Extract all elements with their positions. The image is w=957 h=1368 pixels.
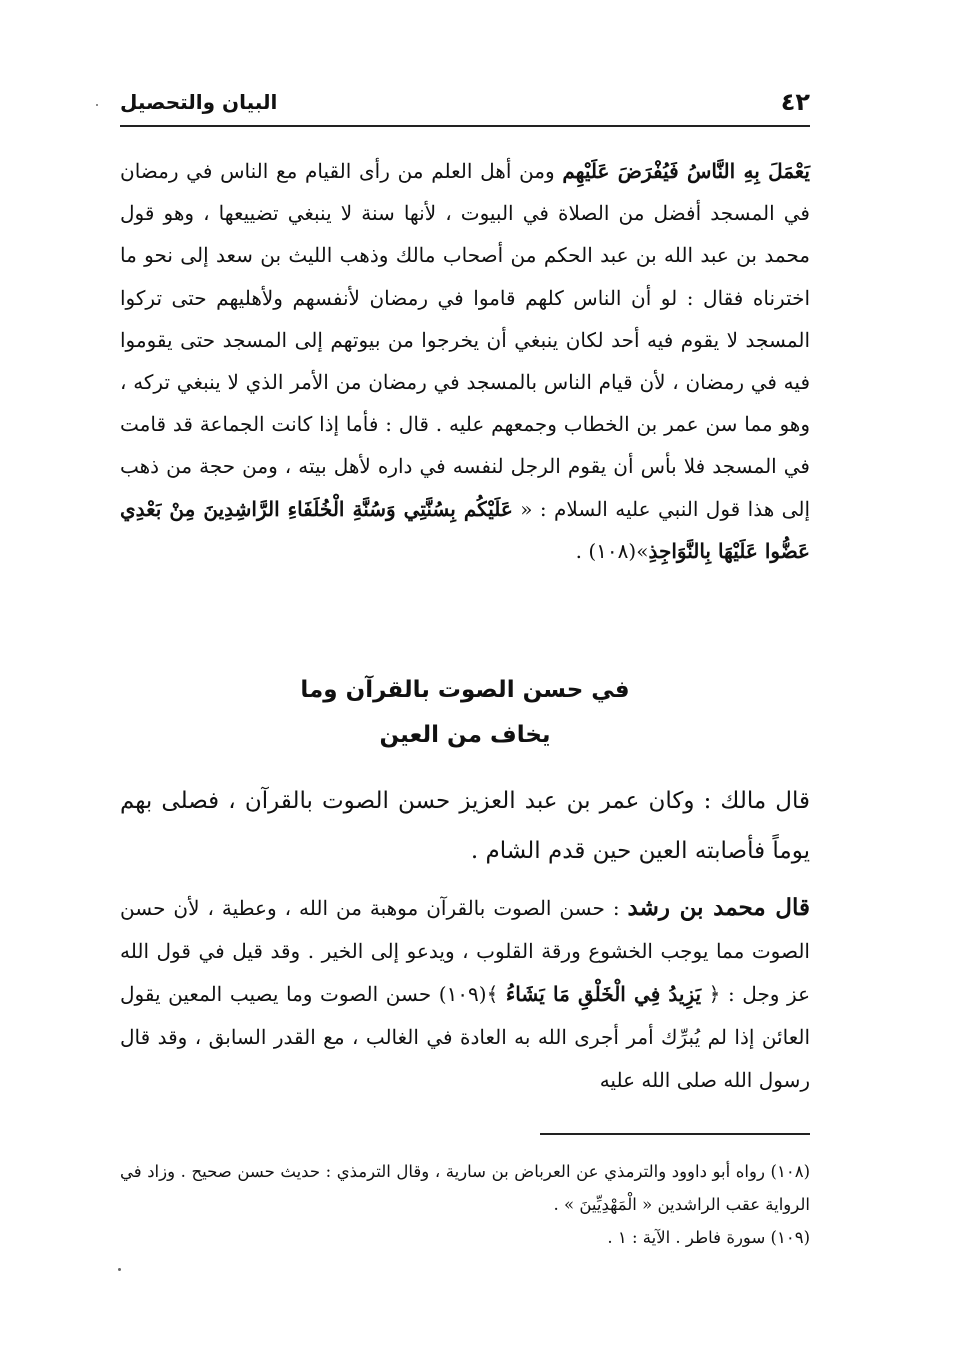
scan-speck [118,1268,121,1271]
hadith-quote: عَلَيْكُم بِسُنَّتِي وَسُنَّةِ الْخُلَفَاءِ الرَّاشِدِينَ مِنْ بَعْدِي عَضُّوا عَلَيْهَا بِالنَّوَاجِذِ [120,496,810,563]
malik-text: قال مالك : وكان عمر بن عبد العزيز حسن الصوت بالقرآن ، فصلى بهم يوماً فأصابته العين حين قدم الشام . [120,788,810,864]
page-header [120,84,810,120]
page-number: ٤٢ [780,88,810,116]
speaker-name: قال محمد بن رشد [627,894,811,921]
header-rule [120,125,810,127]
footnote-rule [540,1133,810,1135]
section-heading-line1: في حسن الصوت بالقرآن وما [300,677,630,703]
ibn-rushd-text-a: : حسن الصوت بالقرآن موهبة من الله ، وعطية ، لأن حسن الصوت مما يوجب الخشوع ورقة القلوب ، ويدعو إلى الخير . وقد قيل في قول الله عز وجل : ﴿ [120,896,811,1006]
section-heading [120,668,810,758]
footnote-108: (١٠٨) رواه أبو داوود والترمذي عن العرباض بن سارية ، وقال الترمذي : حديث حسن صحيح . وزاد في الرواية عقب الراشدين « الْمَهْدِيِّينَ » . [120,1162,810,1214]
ibn-rushd-paragraph [120,886,810,1102]
scan-speck [96,104,98,106]
footnotes [120,1155,810,1254]
verse-quote: يَزِيدُ فِي الْخَلْقِ مَا يَشَاءُ [505,982,702,1006]
hadith-footnote-ref: »(١٠٨) . [575,538,649,563]
main-paragraph [120,150,810,572]
footnote-109: (١٠٩) سورة فاطر . الآية : ١ . [607,1228,810,1247]
malik-paragraph [120,776,810,876]
running-title: البيان والتحصيل [120,90,278,114]
ibn-rushd-text-b: ﴾(١٠٩) حسن الصوت وما يصيب المعين يقول العائن إذا لم يُبرِّك أمر أجرى الله به العادة في الغالب ، مع القدر السابق ، وقد قال رسول الله صلى الله عليه [120,982,810,1092]
section-heading-line2: يخاف من العين [379,722,551,748]
paragraph-text: ومن أهل العلم من رأى القيام مع الناس في رمضان في المسجد أفضل من الصلاة في البيوت ، لأنها سنة لا ينبغي تضييعها ، وهو قول محمد بن عبد الله بن عبد الحكم من أصحاب مالك وذهب الليث بن سعد إلى نحو ما اخترناه فقال : لو أن الناس كلهم قاموا في رمضان لأنفسهم ولأهليهم حتى تركوا المسجد لا يقوم فيه أحد لكان ينبغي أن يخرجوا من بيوتهم إلى المسجد حتى يقوموا فيه في رمضان ، لأن قيام الناس بالمسجد في رمضان من الأمر الذي لا ينبغي تركه ، وهو مما سن عمر بن الخطاب وجمعهم عليه . قال : فأما إذا كانت الجماعة قد قامت في المسجد فلا بأس أن يقوم الرجل لنفسه في داره لأهل بيته ، ومن حجة من ذهب إلى هذا قول النبي عليه السلام : « [120,159,810,521]
quran-quote: يَعْمَلَ بِهِ النَّاسُ فَيُفْرَضَ عَلَيْهِم [562,159,810,183]
